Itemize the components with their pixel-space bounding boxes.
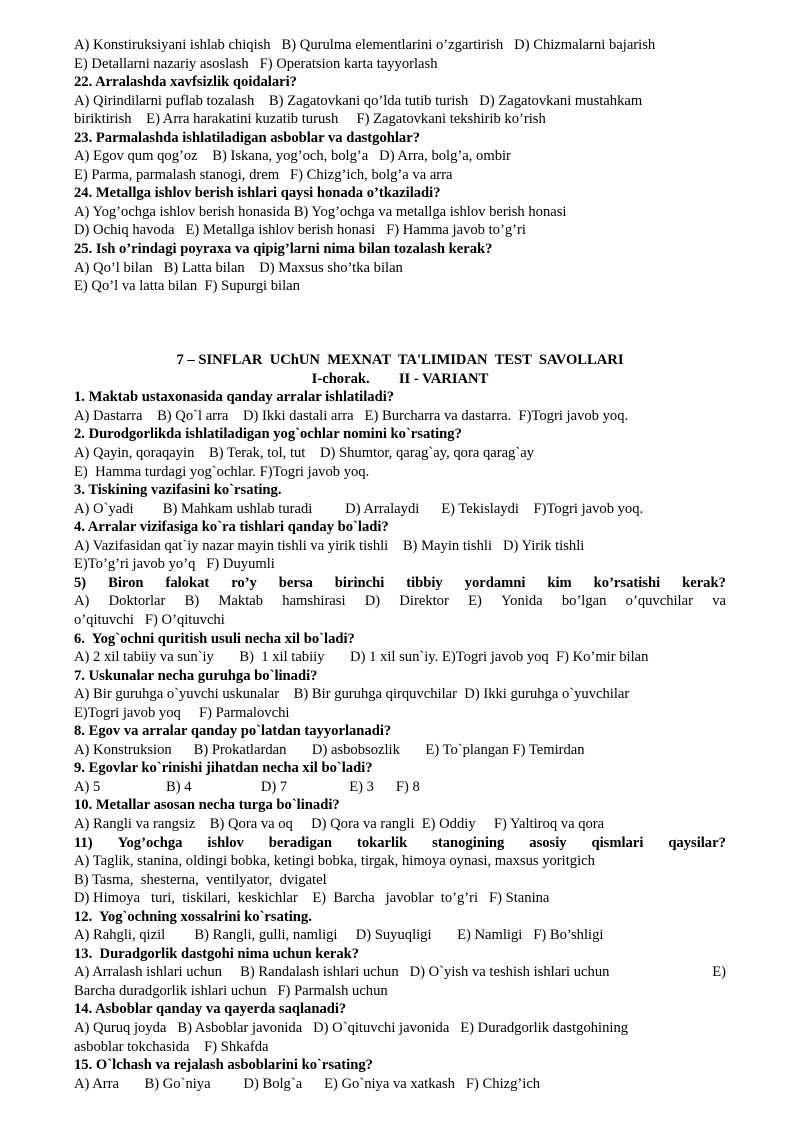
question-6: 6. Yog`ochni quritish usuli necha xil bo`ladi? [74,630,355,647]
word: ko’rsatishi [593,574,661,591]
word: Maktab [218,593,264,610]
word: kim [547,574,572,591]
question-25: 25. Ish o’rindagi poyraxa va qipig’larni nima bilan tozalash kerak? [74,241,493,258]
answer-line: E) Qo’l va latta bilan F) Supurgi bilan [74,278,300,295]
word: D) [364,593,381,610]
answer-line: A) Bir guruhga o`yuvchi uskunalar B) Bir guruhga qirquvchilar D) Ikki guruhga o`yuvchilar [74,686,630,703]
word: kerak? [682,574,726,591]
answer-line: E)To’g’ri javob yo’q F) Duyumli [74,556,275,573]
answer-line: o’qituvchi F) O’qituvchi [74,611,225,628]
question-1: 1. Maktab ustaxonasida qanday arralar ishlatiladi? [74,389,395,406]
answer-line: E) Hamma turdagi yog`ochlar. F)Togri javob yoq. [74,463,370,480]
question-3: 3. Tiskining vazifasini ko`rsating. [74,482,282,499]
answer-line: A) Rahgli, qizil B) Rangli, gulli, namligi D) Suyuqligi E) Namligi F) Bo’shligi [74,927,604,944]
answer-line: A) Konstiruksiyani ishlab chiqish B) Qurulma elementlarini o’zgartirish D) Chizmalarni bajarish [74,37,656,53]
word: tibbiy [406,574,443,591]
answer-line: D) Himoya turi, tiskilari, keskichlar E) Barcha javoblar to’g’ri F) Stanina [74,890,550,907]
word: B) [184,593,200,610]
word: Direktor [399,593,449,610]
word: qaysilar? [668,834,726,851]
answer-line: A) Konstruksion B) Prokatlardan D) asbobsozlik E) To`plangan F) Temirdan [74,741,585,758]
test-title: 7 – SINFLAR UChUN MEXNAT TA'LIMIDAN TEST SAVOLLARI [176,352,624,369]
answer-line: A) Yog’ochga ishlov berish honasida B) Yog’ochga va metallga ishlov berish honasi [74,203,567,220]
answer-line: A) Egov qum qog’oz B) Iskana, yog’och, bolg’a D) Arra, bolg’a, ombir [74,148,511,165]
question-7: 7. Uskunalar necha guruhga bo`linadi? [74,667,318,684]
answer-line: biriktirish E) Arra harakatini kuzatib turush F) Zagatovkani tekshirib ko’rish [74,111,546,128]
question-4: 4. Arralar vizifasiga ko`ra tishlari qanday bo`ladi? [74,519,389,536]
answer-line: A) O`yadi B) Mahkam ushlab turadi D) Arralaydi E) Tekislaydi F)Togri javob yoq. [74,500,644,517]
question-9: 9. Egovlar ko`rinishi jihatdan necha xil bo`ladi? [74,760,373,777]
question-23: 23. Parmalashda ishlatiladigan asboblar va dastgohlar? [74,129,420,146]
word: bo’lgan [561,593,607,610]
word: asosiy [529,834,567,851]
answer-line: E) Parma, parmalash stanogi, drem F) Chizg’ich, bolg’a va arra [74,166,453,183]
document-page [74,36,726,1093]
word: falokat [165,574,210,591]
answer-line [74,963,726,982]
blank-line [74,296,726,315]
word: 5) [74,574,87,591]
word: va [712,593,726,610]
word: beradigan [268,834,333,851]
word: stanogining [432,834,505,851]
answer-text: E) [712,964,726,981]
blank-line [74,314,726,333]
question-15: 15. O`lchash va rejalash asboblarini ko`rsating? [74,1057,373,1074]
answer-line: A) 2 xil tabiiy va sun`iy B) 1 xil tabiiy D) 1 xil sun`iy. E)Togri javob yoq F) Ko’mir bilan [74,649,649,666]
question-5 [74,574,726,593]
answer-line: B) Tasma, shesterna, ventilyator, dvigatel [74,871,327,888]
word: yordamni [464,574,526,591]
question-22: 22. Arralashda xavfsizlik qoidalari? [74,74,297,91]
question-2: 2. Durodgorlikda ishlatiladigan yog`ochlar nomini ko`rsating? [74,426,462,443]
question-8: 8. Egov va arralar qanday po`latdan tayyorlanadi? [74,723,392,740]
answer-text: A) Arralash ishlari uchun B) Randalash ishlari uchun D) O`yish va teshish ishlari uchun [74,964,610,981]
word: Biron [108,574,144,591]
word: bersa [278,574,313,591]
question-10: 10. Metallar asosan necha turga bo`linadi? [74,797,340,814]
answer-line: A) Vazifasidan qat`iy nazar mayin tishli va yirik tishli B) Mayin tishli D) Yirik tishli [74,537,585,554]
answer-line: Barcha duradgorlik ishlari uchun F) Parmalsh uchun [74,982,388,999]
word: tokarlik [356,834,408,851]
answer-line: A) Dastarra B) Qo`l arra D) Ikki dastali arra E) Burcharra va dastarra. F)Togri javob yoq. [74,407,629,424]
question-24: 24. Metallga ishlov berish ishlari qaysi honada o’tkaziladi? [74,185,441,202]
answer-line [74,592,726,611]
word: A) [74,593,90,610]
answer-line: A) Taglik, stanina, oldingi bobka, ketingi bobka, tirgak, himoya oynasi, maxsus yoritgich [74,853,595,870]
answer-line: A) Arra B) Go`niya D) Bolg`a E) Go`niya va xatkash F) Chizg’ich [74,1075,541,1092]
answer-line: A) 5 B) 4 D) 7 E) 3 F) 8 [74,778,420,795]
word: Doktorlar [108,593,166,610]
question-12: 12. Yog`ochning xossalrini ko`rsating. [74,908,312,925]
test-subtitle: I-chorak. II - VARIANT [311,370,489,387]
word: ishlov [207,834,244,851]
answer-line: A) Qayin, qoraqayin B) Terak, tol, tut D) Shumtor, qarag`ay, qora qarag`ay [74,445,534,462]
question-11 [74,834,726,853]
word: ro’y [231,574,257,591]
answer-line: A) Quruq joyda B) Asboblar javonida D) O`qituvchi javonida E) Duradgorlik dastgohining [74,1019,629,1036]
word: qismlari [591,834,644,851]
word: E) [468,593,482,610]
question-14: 14. Asboblar qanday va qayerda saqlanadi? [74,1001,347,1018]
word: Yog’ochga [117,834,183,851]
answer-line: A) Qo’l bilan B) Latta bilan D) Maxsus sho’tka bilan [74,259,403,276]
blank-line [74,333,726,352]
word: Yonida [501,593,543,610]
question-13: 13. Duradgorlik dastgohi nima uchun kerak? [74,945,360,962]
word: hamshirasi [282,593,346,610]
word: o’quvchilar [625,593,693,610]
answer-line: asboblar tokchasida F) Shkafda [74,1038,269,1055]
answer-line: E) Detallarni nazariy asoslash F) Operatsion karta tayyorlash [74,55,438,72]
answer-line: D) Ochiq havoda E) Metallga ishlov berish honasi F) Hamma javob to’g’ri [74,222,526,239]
word: birinchi [334,574,385,591]
answer-line: A) Qirindilarni puflab tozalash B) Zagatovkani qo’lda tutib turish D) Zagatovkani mustahkam [74,92,643,109]
answer-line: E)Togri javob yoq F) Parmalovchi [74,704,290,721]
word: 11) [74,834,93,851]
answer-line: A) Rangli va rangsiz B) Qora va oq D) Qora va rangli E) Oddiy F) Yaltiroq va qora [74,815,605,832]
